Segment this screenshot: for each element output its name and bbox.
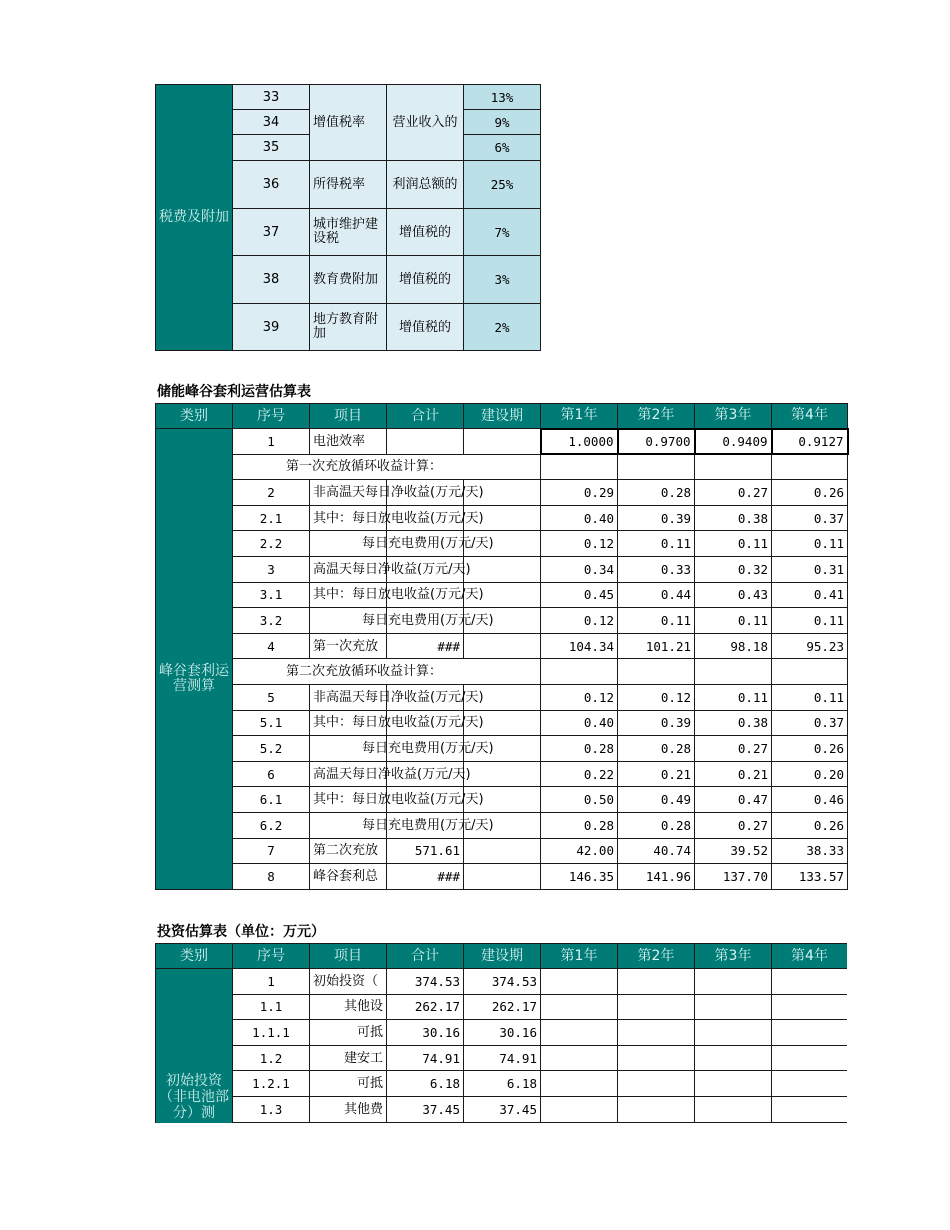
year-1-value: 0.29 [541, 480, 618, 506]
row-no: 4 [233, 633, 310, 659]
row-build [464, 429, 541, 455]
row-item: 其中：每日放电收益(万元/天) [310, 582, 387, 608]
year-2-value: 0.33 [618, 556, 695, 582]
row-item: 可抵 [310, 1071, 387, 1097]
header-year1: 第1年 [541, 944, 618, 969]
year-4-value [772, 1096, 848, 1122]
year-1-value: 0.40 [541, 505, 618, 531]
row-no: 1.2 [233, 1045, 310, 1071]
row-no: 1 [233, 969, 310, 995]
row-item: 非高温天每日净收益(万元/天) [310, 480, 387, 506]
year-1-value: 0.40 [541, 710, 618, 736]
section-label: 第二次充放循环收益计算： [233, 659, 541, 685]
year-3-value: 137.70 [695, 864, 772, 890]
year-1-value: 1.0000 [541, 429, 618, 455]
year-1-value: 104.34 [541, 633, 618, 659]
table-row [156, 684, 848, 710]
year-1-value [541, 969, 618, 995]
table-row [156, 761, 848, 787]
year-4-value [772, 1045, 848, 1071]
year-4-value [772, 969, 848, 995]
year-cell [772, 454, 848, 480]
row-no: 1 [233, 429, 310, 455]
year-4-value: 0.26 [772, 480, 848, 506]
year-4-value: 133.57 [772, 864, 848, 890]
header-item: 项目 [310, 944, 387, 969]
row-no: 1.3 [233, 1096, 310, 1122]
row-rate: 3% [464, 256, 541, 304]
year-3-value: 0.11 [695, 684, 772, 710]
year-2-value: 101.21 [618, 633, 695, 659]
year-3-value: 0.9409 [695, 429, 772, 455]
row-total: 6.18 [387, 1071, 464, 1097]
table-row [156, 1045, 848, 1071]
row-no: 36 [233, 161, 310, 209]
year-2-value [618, 969, 695, 995]
year-1-value: 0.34 [541, 556, 618, 582]
year-3-value: 0.47 [695, 787, 772, 813]
year-2-value: 0.21 [618, 761, 695, 787]
row-item: 每日充电费用(万元/天) [310, 736, 387, 762]
row-item: 地方教育附加 [310, 304, 387, 351]
row-no: 5 [233, 684, 310, 710]
year-2-value [618, 994, 695, 1020]
row-no: 1.1 [233, 994, 310, 1020]
year-1-value [541, 1096, 618, 1122]
row-build: 30.16 [464, 1020, 541, 1046]
table-row [156, 787, 848, 813]
tax-category: 税费及附加 [156, 85, 233, 351]
header-year1: 第1年 [541, 404, 618, 429]
row-base: 增值税的 [387, 304, 464, 351]
row-rate: 25% [464, 161, 541, 209]
header-category: 类别 [156, 404, 233, 429]
year-3-value: 0.38 [695, 710, 772, 736]
table-row [156, 505, 848, 531]
row-total: 30.16 [387, 1020, 464, 1046]
row-total: 374.53 [387, 969, 464, 995]
year-3-value [695, 969, 772, 995]
year-4-value [772, 994, 848, 1020]
year-3-value [695, 1045, 772, 1071]
year-3-value: 0.43 [695, 582, 772, 608]
year-1-value: 146.35 [541, 864, 618, 890]
year-1-value: 0.12 [541, 608, 618, 634]
row-item: 每日充电费用(万元/天) [310, 812, 387, 838]
year-2-value: 141.96 [618, 864, 695, 890]
year-4-value: 0.41 [772, 582, 848, 608]
row-no: 6 [233, 761, 310, 787]
header-year2: 第2年 [618, 944, 695, 969]
table-row [156, 531, 848, 557]
year-1-value: 0.45 [541, 582, 618, 608]
row-total: ### [387, 864, 464, 890]
year-2-value: 0.12 [618, 684, 695, 710]
year-cell [695, 659, 772, 685]
row-item: 建安工 [310, 1045, 387, 1071]
row-no: 6.1 [233, 787, 310, 813]
row-rate: 9% [464, 110, 541, 135]
year-1-value: 0.50 [541, 787, 618, 813]
row-build [464, 556, 541, 582]
year-4-value [772, 1071, 848, 1097]
year-3-value: 0.38 [695, 505, 772, 531]
row-no: 35 [233, 135, 310, 161]
row-item: 峰谷套利总 [310, 864, 387, 890]
row-item: 教育费附加 [310, 256, 387, 304]
row-no: 2.1 [233, 505, 310, 531]
year-3-value [695, 1071, 772, 1097]
year-3-value: 0.11 [695, 608, 772, 634]
year-2-value: 0.28 [618, 812, 695, 838]
row-item: 第二次充放 [310, 838, 387, 864]
row-build: 262.17 [464, 994, 541, 1020]
arbitrage-table [155, 403, 849, 890]
year-3-value: 0.27 [695, 480, 772, 506]
year-2-value: 40.74 [618, 838, 695, 864]
row-no: 3.1 [233, 582, 310, 608]
year-2-value [618, 1045, 695, 1071]
year-3-value [695, 1020, 772, 1046]
row-build: 6.18 [464, 1071, 541, 1097]
year-1-value [541, 1045, 618, 1071]
table-row [156, 812, 848, 838]
header-year3: 第3年 [695, 404, 772, 429]
year-4-value: 0.37 [772, 505, 848, 531]
row-no: 7 [233, 838, 310, 864]
header-year2: 第2年 [618, 404, 695, 429]
row-no: 33 [233, 85, 310, 110]
year-cell [695, 454, 772, 480]
section-label: 第一次充放循环收益计算： [233, 454, 541, 480]
row-build: 74.91 [464, 1045, 541, 1071]
row-no: 6.2 [233, 812, 310, 838]
table-row [156, 608, 848, 634]
year-2-value: 0.9700 [618, 429, 695, 455]
arbitrage-category: 峰谷套利运营测算 [156, 429, 233, 890]
row-no: 2 [233, 480, 310, 506]
header-no: 序号 [233, 944, 310, 969]
year-3-value: 0.11 [695, 531, 772, 557]
table-row [156, 582, 848, 608]
row-build: 37.45 [464, 1096, 541, 1122]
year-3-value [695, 994, 772, 1020]
table-row [156, 1020, 848, 1046]
row-no: 5.1 [233, 710, 310, 736]
investment-table-clip [155, 943, 847, 1123]
investment-category: 初始投资（非电池部分）测 [156, 969, 233, 1124]
row-total: 37.45 [387, 1096, 464, 1122]
row-item: 其中：每日放电收益(万元/天) [310, 710, 387, 736]
table-row [156, 454, 848, 480]
row-no: 37 [233, 209, 310, 256]
row-base: 增值税的 [387, 209, 464, 256]
row-total: ### [387, 633, 464, 659]
table-row [156, 864, 848, 890]
row-item: 电池效率 [310, 429, 387, 455]
year-2-value: 0.44 [618, 582, 695, 608]
year-1-value: 0.22 [541, 761, 618, 787]
year-4-value: 0.9127 [772, 429, 848, 455]
year-1-value [541, 994, 618, 1020]
year-3-value: 0.32 [695, 556, 772, 582]
table-row [156, 994, 848, 1020]
year-4-value: 0.11 [772, 684, 848, 710]
investment-table [155, 943, 847, 1123]
row-item: 其他设 [310, 994, 387, 1020]
row-total: 262.17 [387, 994, 464, 1020]
year-cell [541, 454, 618, 480]
year-3-value: 39.52 [695, 838, 772, 864]
row-item: 非高温天每日净收益(万元/天) [310, 684, 387, 710]
year-3-value: 0.27 [695, 736, 772, 762]
row-total: 74.91 [387, 1045, 464, 1071]
table-row [156, 969, 848, 995]
row-item: 第一次充放 [310, 633, 387, 659]
year-1-value: 0.12 [541, 531, 618, 557]
year-4-value: 0.26 [772, 736, 848, 762]
year-2-value [618, 1020, 695, 1046]
year-3-value: 0.27 [695, 812, 772, 838]
year-2-value [618, 1096, 695, 1122]
year-3-value [695, 1096, 772, 1122]
row-no: 34 [233, 110, 310, 135]
year-4-value: 0.46 [772, 787, 848, 813]
row-rate: 2% [464, 304, 541, 351]
row-item: 初始投资（ [310, 969, 387, 995]
year-2-value: 0.11 [618, 608, 695, 634]
row-base: 利润总额的 [387, 161, 464, 209]
header-category: 类别 [156, 944, 233, 969]
row-build [464, 864, 541, 890]
year-1-value: 0.28 [541, 812, 618, 838]
year-cell [618, 659, 695, 685]
table-row [156, 838, 848, 864]
header-total: 合计 [387, 944, 464, 969]
year-4-value: 0.26 [772, 812, 848, 838]
row-item: 所得税率 [310, 161, 387, 209]
row-item: 其中：每日放电收益(万元/天) [310, 505, 387, 531]
year-4-value: 38.33 [772, 838, 848, 864]
year-4-value [772, 1020, 848, 1046]
row-build: 374.53 [464, 969, 541, 995]
header-row [156, 944, 848, 969]
year-2-value: 0.28 [618, 480, 695, 506]
row-no: 8 [233, 864, 310, 890]
row-item: 增值税率 [310, 85, 387, 161]
year-1-value: 42.00 [541, 838, 618, 864]
header-year4: 第4年 [772, 404, 848, 429]
year-3-value: 98.18 [695, 633, 772, 659]
year-1-value: 0.28 [541, 736, 618, 762]
year-2-value: 0.11 [618, 531, 695, 557]
row-no: 1.1.1 [233, 1020, 310, 1046]
table-row [156, 736, 848, 762]
row-item: 可抵 [310, 1020, 387, 1046]
table-row [156, 480, 848, 506]
header-no: 序号 [233, 404, 310, 429]
row-rate: 6% [464, 135, 541, 161]
row-item: 城市维护建设税 [310, 209, 387, 256]
table-row [156, 1096, 848, 1122]
row-base: 增值税的 [387, 256, 464, 304]
row-no: 2.2 [233, 531, 310, 557]
table-row [156, 429, 848, 455]
row-build [464, 761, 541, 787]
year-4-value: 0.31 [772, 556, 848, 582]
year-4-value: 0.20 [772, 761, 848, 787]
year-1-value [541, 1020, 618, 1046]
header-total: 合计 [387, 404, 464, 429]
year-2-value: 0.39 [618, 710, 695, 736]
investment-table-title: 投资估算表（单位：万元） [157, 924, 325, 940]
row-no: 3 [233, 556, 310, 582]
row-total [387, 429, 464, 455]
header-year4: 第4年 [772, 944, 848, 969]
row-build [464, 633, 541, 659]
year-2-value: 0.39 [618, 505, 695, 531]
table-row [156, 1071, 848, 1097]
header-build: 建设期 [464, 404, 541, 429]
year-4-value: 0.11 [772, 608, 848, 634]
year-2-value [618, 1071, 695, 1097]
header-build: 建设期 [464, 944, 541, 969]
table-row [156, 633, 848, 659]
row-item: 高温天每日净收益(万元/天) [310, 761, 387, 787]
year-cell [618, 454, 695, 480]
row-rate: 13% [464, 85, 541, 110]
year-4-value: 95.23 [772, 633, 848, 659]
row-item: 每日充电费用(万元/天) [310, 531, 387, 557]
year-1-value [541, 1071, 618, 1097]
table-row [156, 556, 848, 582]
year-4-value: 0.11 [772, 531, 848, 557]
year-4-value: 0.37 [772, 710, 848, 736]
year-2-value: 0.49 [618, 787, 695, 813]
row-item: 其中：每日放电收益(万元/天) [310, 787, 387, 813]
row-no: 1.2.1 [233, 1071, 310, 1097]
row-build [464, 838, 541, 864]
row-no: 5.2 [233, 736, 310, 762]
table-row [156, 710, 848, 736]
year-cell [772, 659, 848, 685]
row-item: 其他费 [310, 1096, 387, 1122]
row-no: 39 [233, 304, 310, 351]
table-row [156, 659, 848, 685]
tax-table [155, 84, 541, 351]
row-base: 营业收入的 [387, 85, 464, 161]
year-cell [541, 659, 618, 685]
header-year3: 第3年 [695, 944, 772, 969]
year-3-value: 0.21 [695, 761, 772, 787]
row-rate: 7% [464, 209, 541, 256]
row-total: 571.61 [387, 838, 464, 864]
arbitrage-table-title: 储能峰谷套利运营估算表 [157, 384, 311, 400]
row-no: 3.2 [233, 608, 310, 634]
row-no: 38 [233, 256, 310, 304]
year-2-value: 0.28 [618, 736, 695, 762]
row-item: 高温天每日净收益(万元/天) [310, 556, 387, 582]
header-row [156, 404, 848, 429]
row-item: 每日充电费用(万元/天) [310, 608, 387, 634]
year-1-value: 0.12 [541, 684, 618, 710]
header-item: 项目 [310, 404, 387, 429]
